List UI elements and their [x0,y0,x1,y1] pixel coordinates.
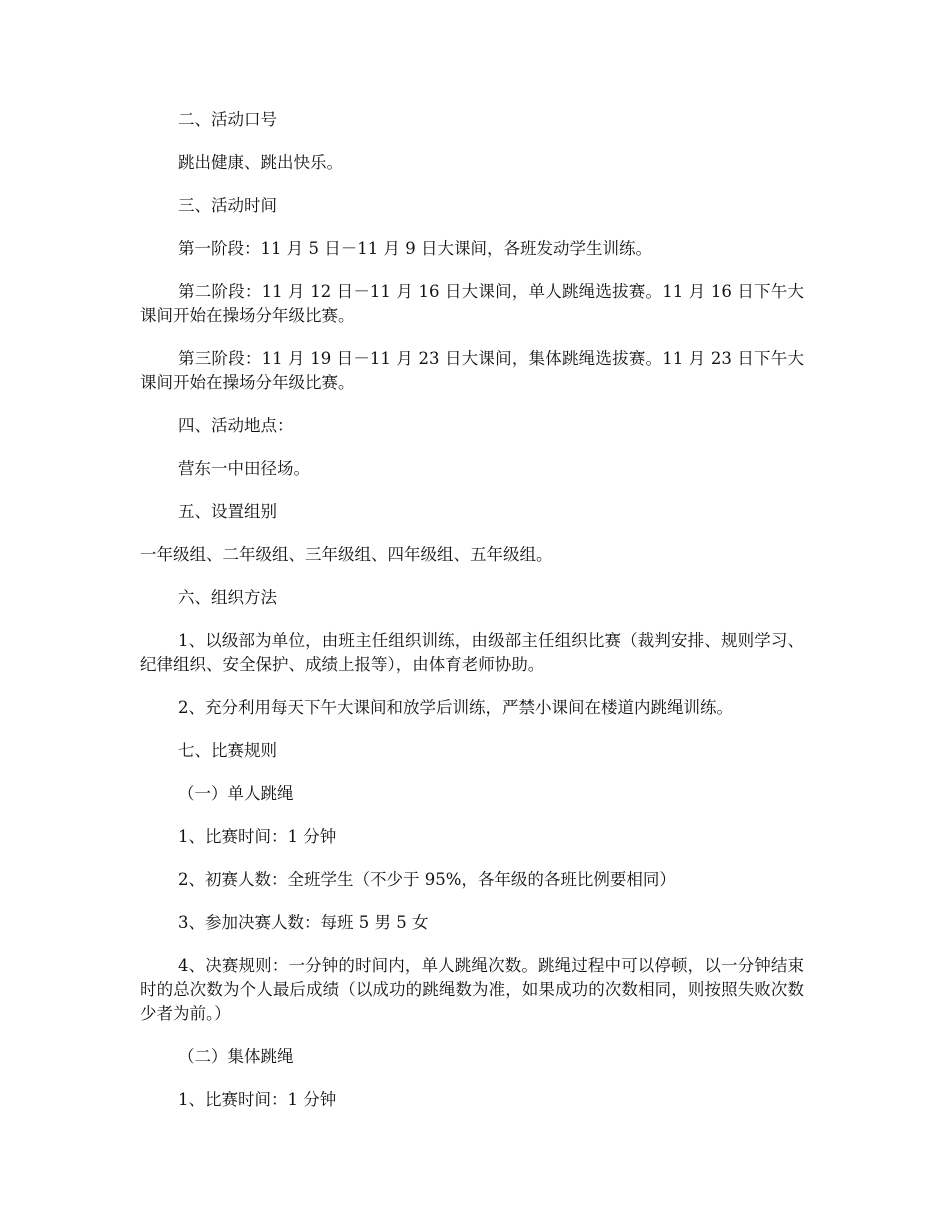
method-2-text: 2、充分利用每天下午大课间和放学后训练，严禁小课间在楼道内跳绳训练。 [178,698,733,717]
heading-method: 六、组织方法 [178,588,277,607]
group-rule-1: 1、比赛时间：1 分钟 [178,1090,337,1109]
single-rule-3: 3、参加决赛人数：每班 5 男 5 女 [178,913,429,932]
single-rule-2: 2、初赛人数：全班学生（不少于 95%，各年级的各班比例要相同） [178,870,676,889]
single-rule-4: 4、决赛规则：一分钟的时间内，单人跳绳次数。跳绳过程中可以停顿，以一分钟结束时的总次数为个人最后成绩（以成功的跳绳数为准，如果成功的次数相同，则按照失败次数少者为前。） [140,956,804,1023]
location-text: 营东一中田径场。 [178,459,310,478]
stage-1-text: 第一阶段：11 月 5 日－11 月 9 日大课间，各班发动学生训练。 [178,239,652,258]
subheading-group-rope: （二）集体跳绳 [178,1047,294,1066]
stage-2-text: 第二阶段：11 月 12 日－11 月 16 日大课间，单人跳绳选拔赛。11 月 16 日下午大课间开始在操场分年级比赛。 [140,282,804,325]
slogan-text: 跳出健康、跳出快乐。 [178,153,343,172]
subheading-single-rope: （一）单人跳绳 [178,784,294,803]
method-1-text: 1、以级部为单位，由班主任组织训练，由级部主任组织比赛（裁判安排、规则学习、纪律组织、安全保护、成绩上报等），由体育老师协助。 [140,631,804,674]
document-body [140,108,804,1131]
stage-3-text: 第三阶段：11 月 19 日－11 月 23 日大课间，集体跳绳选拔赛。11 月 23 日下午大课间开始在操场分年级比赛。 [140,349,804,392]
heading-slogan: 二、活动口号 [178,110,277,129]
heading-rules: 七、比赛规则 [178,741,277,760]
heading-groups: 五、设置组别 [178,502,277,521]
heading-location: 四、活动地点： [178,416,294,435]
heading-time: 三、活动时间 [178,196,277,215]
groups-text: 一年级组、二年级组、三年级组、四年级组、五年级组。 [140,545,553,564]
single-rule-1: 1、比赛时间：1 分钟 [178,827,337,846]
